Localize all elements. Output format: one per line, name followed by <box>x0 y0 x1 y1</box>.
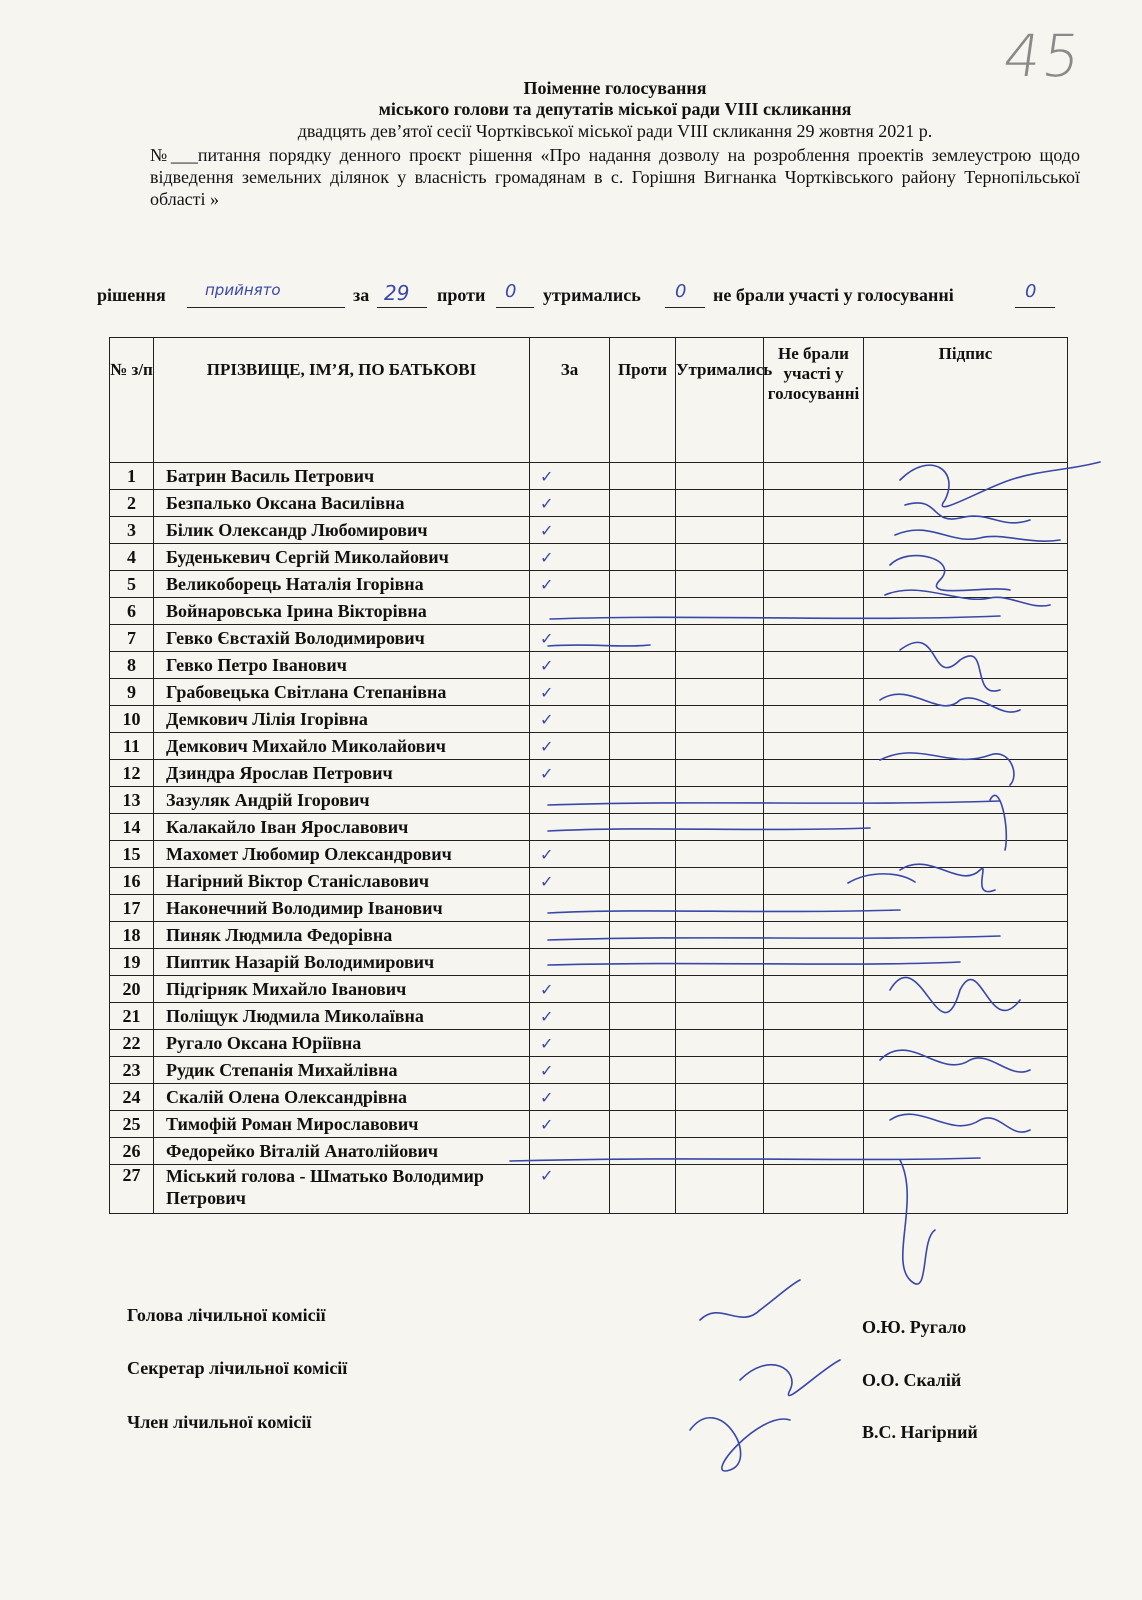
vote-abstained-cell <box>676 571 764 598</box>
vote-for-cell <box>530 544 610 571</box>
vote-not-voted-cell <box>764 625 864 652</box>
row-number: 13 <box>110 787 154 814</box>
vote-for-cell <box>530 490 610 517</box>
signature-cell <box>864 571 1068 598</box>
vote-for-cell <box>530 814 610 841</box>
vote-abstained-cell <box>676 760 764 787</box>
row-number: 23 <box>110 1057 154 1084</box>
vote-for-cell <box>530 787 610 814</box>
vote-against-cell <box>610 544 676 571</box>
vote-for-cell <box>530 1057 610 1084</box>
decision-value: прийнято <box>205 281 281 299</box>
deputy-name: Наконечний Володимир Іванович <box>154 895 530 922</box>
chair-name: О.Ю. Ругало <box>862 1317 967 1337</box>
member-name: В.С. Нагірний <box>862 1422 978 1442</box>
vote-abstained-cell <box>676 598 764 625</box>
vote-abstained-cell <box>676 652 764 679</box>
chair-label: Голова лічильної комісії <box>127 1305 326 1325</box>
check-mark-icon: ✓ <box>540 871 554 891</box>
vote-for-cell <box>530 868 610 895</box>
signature-cell <box>864 490 1068 517</box>
table-row <box>110 1111 1068 1138</box>
vote-not-voted-cell <box>764 544 864 571</box>
vote-for-cell <box>530 733 610 760</box>
check-mark-icon: ✓ <box>540 574 554 594</box>
deputy-name: Скалій Олена Олександрівна <box>154 1084 530 1111</box>
vote-for-cell <box>530 517 610 544</box>
signature-cell <box>864 733 1068 760</box>
table-row <box>110 1057 1068 1084</box>
not-voted-underline <box>1015 307 1055 308</box>
vote-for-cell <box>530 1111 610 1138</box>
table-row <box>110 463 1068 490</box>
vote-against-cell <box>610 841 676 868</box>
vote-against-cell <box>610 895 676 922</box>
row-number: 3 <box>110 517 154 544</box>
row-number: 10 <box>110 706 154 733</box>
signature-cell <box>864 1084 1068 1111</box>
signature-cell <box>864 841 1068 868</box>
vote-abstained-cell <box>676 490 764 517</box>
signature-cell <box>864 1057 1068 1084</box>
vote-for-cell <box>530 1084 610 1111</box>
check-mark-icon: ✓ <box>540 979 554 999</box>
deputy-name: Нагірний Віктор Станіславович <box>154 868 530 895</box>
secretary-name: О.О. Скалій <box>862 1370 962 1390</box>
signature-cell <box>864 463 1068 490</box>
signature-cell <box>864 787 1068 814</box>
commission-signature-1 <box>700 1280 800 1320</box>
table-row <box>110 868 1068 895</box>
decision-label: рішення <box>97 285 166 305</box>
vote-against-cell <box>610 787 676 814</box>
vote-for-cell <box>530 1165 610 1214</box>
vote-against-cell <box>610 652 676 679</box>
vote-not-voted-cell <box>764 652 864 679</box>
vote-not-voted-cell <box>764 949 864 976</box>
table-row <box>110 1003 1068 1030</box>
check-mark-icon: ✓ <box>540 1060 554 1080</box>
vote-abstained-cell <box>676 1057 764 1084</box>
decision-underline <box>187 307 345 308</box>
deputy-name: Рудик Степанія Михайлівна <box>154 1057 530 1084</box>
signature-cell <box>864 814 1068 841</box>
vote-against-cell <box>610 1138 676 1165</box>
table-body <box>110 463 1068 1214</box>
signature-cell <box>864 949 1068 976</box>
row-number: 14 <box>110 814 154 841</box>
row-number: 4 <box>110 544 154 571</box>
vote-not-voted-cell <box>764 1003 864 1030</box>
check-mark-icon: ✓ <box>540 844 554 864</box>
vote-not-voted-cell <box>764 787 864 814</box>
vote-for-cell <box>530 976 610 1003</box>
signature-cell <box>864 976 1068 1003</box>
vote-against-cell <box>610 679 676 706</box>
deputy-name: Поліщук Людмила Миколаївна <box>154 1003 530 1030</box>
header-name: ПРІЗВИЩЕ, ІМ’Я, ПО БАТЬКОВІ <box>154 338 530 463</box>
deputy-name: Ругало Оксана Юріївна <box>154 1030 530 1057</box>
deputy-name: Махомет Любомир Олександрович <box>154 841 530 868</box>
vote-for-cell <box>530 679 610 706</box>
vote-abstained-cell <box>676 868 764 895</box>
vote-abstained-cell <box>676 895 764 922</box>
deputy-name: Войнаровська Ірина Вікторівна <box>154 598 530 625</box>
check-mark-icon: ✓ <box>540 1166 554 1185</box>
vote-not-voted-cell <box>764 490 864 517</box>
signature-cell <box>864 1138 1068 1165</box>
row-number: 5 <box>110 571 154 598</box>
check-mark-icon: ✓ <box>540 547 554 567</box>
row-number: 2 <box>110 490 154 517</box>
table-row <box>110 1084 1068 1111</box>
vote-abstained-cell <box>676 1030 764 1057</box>
deputy-name: Демкович Лілія Ігорівна <box>154 706 530 733</box>
row-number: 26 <box>110 1138 154 1165</box>
deputy-name: Гевко Євстахій Володимирович <box>154 625 530 652</box>
vote-abstained-cell <box>676 841 764 868</box>
roll-call-table <box>109 337 1068 1214</box>
vote-not-voted-cell <box>764 463 864 490</box>
vote-for-cell <box>530 1138 610 1165</box>
signature-cell <box>864 868 1068 895</box>
row-number: 16 <box>110 868 154 895</box>
for-value: 29 <box>384 281 410 305</box>
vote-against-cell <box>610 733 676 760</box>
vote-abstained-cell <box>676 787 764 814</box>
row-number: 25 <box>110 1111 154 1138</box>
against-label: проти <box>437 285 486 305</box>
vote-abstained-cell <box>676 625 764 652</box>
table-row <box>110 841 1068 868</box>
deputy-name: Пиптик Назарій Володимирович <box>154 949 530 976</box>
table-row <box>110 625 1068 652</box>
check-mark-icon: ✓ <box>540 628 554 648</box>
vote-abstained-cell <box>676 463 764 490</box>
for-label: за <box>353 285 370 305</box>
deputy-name: Зазуляк Андрій Ігорович <box>154 787 530 814</box>
document-title: Поіменне голосування <box>523 78 707 98</box>
secretary-label: Секретар лічильної комісії <box>127 1358 348 1378</box>
vote-against-cell <box>610 625 676 652</box>
vote-abstained-cell <box>676 1165 764 1214</box>
vote-abstained-cell <box>676 1138 764 1165</box>
abstained-underline <box>665 307 705 308</box>
document-header <box>150 78 1080 210</box>
check-mark-icon: ✓ <box>540 1114 554 1134</box>
vote-against-cell <box>610 1030 676 1057</box>
row-number: 22 <box>110 1030 154 1057</box>
signature-cell <box>864 1165 1068 1214</box>
header-for: За <box>530 338 610 463</box>
table-row <box>110 490 1068 517</box>
vote-for-cell <box>530 949 610 976</box>
vote-for-cell <box>530 895 610 922</box>
session-line: двадцять дев’ятої сесії Чортківської міської ради VIII скликання 29 жовтня 2021 р. <box>297 121 933 141</box>
vote-for-cell <box>530 760 610 787</box>
deputy-name: Підгірняк Михайло Іванович <box>154 976 530 1003</box>
vote-for-cell <box>530 922 610 949</box>
table-header-row <box>110 338 1068 463</box>
vote-against-cell <box>610 517 676 544</box>
vote-against-cell <box>610 1165 676 1214</box>
vote-for-cell <box>530 652 610 679</box>
vote-not-voted-cell <box>764 976 864 1003</box>
row-number: 7 <box>110 625 154 652</box>
row-number: 27 <box>110 1165 154 1214</box>
signature-cell <box>864 598 1068 625</box>
row-number: 17 <box>110 895 154 922</box>
table-row <box>110 949 1068 976</box>
deputy-name: Федорейко Віталій Анатолійович <box>154 1138 530 1165</box>
row-number: 15 <box>110 841 154 868</box>
header-abstained: Утримались <box>676 338 764 463</box>
signature-cell <box>864 544 1068 571</box>
signature-cell <box>864 706 1068 733</box>
table-row <box>110 733 1068 760</box>
signature-cell <box>864 1111 1068 1138</box>
check-mark-icon: ✓ <box>540 709 554 729</box>
check-mark-icon: ✓ <box>540 655 554 675</box>
vote-abstained-cell <box>676 1084 764 1111</box>
vote-against-cell <box>610 1084 676 1111</box>
vote-against-cell <box>610 463 676 490</box>
check-mark-icon: ✓ <box>540 1033 554 1053</box>
deputy-name: Великоборець Наталія Ігорівна <box>154 571 530 598</box>
table-row <box>110 598 1068 625</box>
row-number: 6 <box>110 598 154 625</box>
vote-abstained-cell <box>676 706 764 733</box>
deputy-name: Калакайло Іван Ярославович <box>154 814 530 841</box>
vote-not-voted-cell <box>764 1138 864 1165</box>
vote-against-cell <box>610 1003 676 1030</box>
vote-abstained-cell <box>676 976 764 1003</box>
against-underline <box>496 307 534 308</box>
check-mark-icon: ✓ <box>540 682 554 702</box>
member-label: Член лічильної комісії <box>127 1412 312 1432</box>
row-number: 24 <box>110 1084 154 1111</box>
vote-for-cell <box>530 841 610 868</box>
for-underline <box>377 307 427 308</box>
row-number: 19 <box>110 949 154 976</box>
deputy-name: Білик Олександр Любомирович <box>154 517 530 544</box>
table-row <box>110 922 1068 949</box>
signature-cell <box>864 1003 1068 1030</box>
table-row <box>110 1138 1068 1165</box>
table-row <box>110 652 1068 679</box>
table-row <box>110 760 1068 787</box>
vote-abstained-cell <box>676 814 764 841</box>
header-signature: Підпис <box>864 338 1068 463</box>
table-row <box>110 1165 1068 1214</box>
abstained-label: утримались <box>543 285 641 305</box>
row-number: 1 <box>110 463 154 490</box>
table-row <box>110 544 1068 571</box>
vote-abstained-cell <box>676 733 764 760</box>
table-row <box>110 814 1068 841</box>
deputy-name: Батрин Василь Петрович <box>154 463 530 490</box>
vote-for-cell <box>530 1003 610 1030</box>
deputy-name: Дзиндра Ярослав Петрович <box>154 760 530 787</box>
vote-not-voted-cell <box>764 814 864 841</box>
vote-against-cell <box>610 1057 676 1084</box>
against-value: 0 <box>505 281 517 302</box>
vote-against-cell <box>610 976 676 1003</box>
abstained-value: 0 <box>675 281 687 302</box>
vote-abstained-cell <box>676 517 764 544</box>
check-mark-icon: ✓ <box>540 1006 554 1026</box>
deputy-name: Гевко Петро Іванович <box>154 652 530 679</box>
vote-against-cell <box>610 1111 676 1138</box>
deputy-name: Буденькевич Сергій Миколайович <box>154 544 530 571</box>
vote-not-voted-cell <box>764 1111 864 1138</box>
header-not-voted: Не брали участі у голосуванні <box>764 338 864 463</box>
deputy-name: Безпалько Оксана Василівна <box>154 490 530 517</box>
table-row <box>110 679 1068 706</box>
vote-against-cell <box>610 922 676 949</box>
row-number: 21 <box>110 1003 154 1030</box>
signature-cell <box>864 922 1068 949</box>
decision-summary <box>97 283 1087 311</box>
signature-cell <box>864 895 1068 922</box>
check-mark-icon: ✓ <box>540 466 554 486</box>
row-number: 18 <box>110 922 154 949</box>
row-number: 20 <box>110 976 154 1003</box>
deputy-name: Грабовецька Світлана Степанівна <box>154 679 530 706</box>
vote-against-cell <box>610 814 676 841</box>
vote-not-voted-cell <box>764 1057 864 1084</box>
deputy-name: Пиняк Людмила Федорівна <box>154 922 530 949</box>
vote-not-voted-cell <box>764 598 864 625</box>
row-number: 12 <box>110 760 154 787</box>
table-row <box>110 517 1068 544</box>
vote-not-voted-cell <box>764 517 864 544</box>
vote-abstained-cell <box>676 949 764 976</box>
deputy-name: Тимофій Роман Мирославович <box>154 1111 530 1138</box>
table-row <box>110 895 1068 922</box>
vote-against-cell <box>610 868 676 895</box>
vote-against-cell <box>610 571 676 598</box>
agenda-question: №___питання порядку денного проєкт рішення «Про надання дозволу на розроблення проектів землеустрою щодо відведення земельних ділянок у власність громадянам в с. Горішня Вигнанка Чортківського району Тернопільської області » <box>150 145 1080 209</box>
signature-cell <box>864 517 1068 544</box>
not-voted-value: 0 <box>1025 281 1037 302</box>
vote-abstained-cell <box>676 679 764 706</box>
vote-for-cell <box>530 625 610 652</box>
vote-for-cell <box>530 706 610 733</box>
row-number: 8 <box>110 652 154 679</box>
table-row <box>110 787 1068 814</box>
table-row <box>110 571 1068 598</box>
vote-against-cell <box>610 490 676 517</box>
vote-against-cell <box>610 598 676 625</box>
vote-not-voted-cell <box>764 868 864 895</box>
vote-not-voted-cell <box>764 571 864 598</box>
signature-cell <box>864 679 1068 706</box>
check-mark-icon: ✓ <box>540 1087 554 1107</box>
signature-cell <box>864 760 1068 787</box>
check-mark-icon: ✓ <box>540 736 554 756</box>
vote-not-voted-cell <box>764 1165 864 1214</box>
table-row <box>110 706 1068 733</box>
vote-against-cell <box>610 706 676 733</box>
vote-not-voted-cell <box>764 706 864 733</box>
commission-signature-3 <box>690 1418 790 1471</box>
vote-for-cell <box>530 598 610 625</box>
check-mark-icon: ✓ <box>540 493 554 513</box>
vote-not-voted-cell <box>764 922 864 949</box>
vote-not-voted-cell <box>764 1084 864 1111</box>
commission-signature-2 <box>740 1360 840 1396</box>
vote-against-cell <box>610 949 676 976</box>
header-num: № з/п <box>110 338 154 463</box>
vote-not-voted-cell <box>764 679 864 706</box>
deputy-name: Демкович Михайло Миколайович <box>154 733 530 760</box>
vote-against-cell <box>610 760 676 787</box>
vote-not-voted-cell <box>764 841 864 868</box>
vote-for-cell <box>530 571 610 598</box>
vote-not-voted-cell <box>764 1030 864 1057</box>
vote-for-cell <box>530 463 610 490</box>
document-subtitle: міського голови та депутатів міської ради VIII скликання <box>378 99 852 119</box>
row-number: 11 <box>110 733 154 760</box>
vote-for-cell <box>530 1030 610 1057</box>
signature-cell <box>864 1030 1068 1057</box>
deputy-name: Міський голова - Шматько Володимир Петрович <box>154 1165 530 1214</box>
check-mark-icon: ✓ <box>540 763 554 783</box>
table-row <box>110 976 1068 1003</box>
row-number: 9 <box>110 679 154 706</box>
vote-abstained-cell <box>676 1111 764 1138</box>
vote-abstained-cell <box>676 922 764 949</box>
header-against: Проти <box>610 338 676 463</box>
vote-not-voted-cell <box>764 760 864 787</box>
vote-abstained-cell <box>676 544 764 571</box>
check-mark-icon: ✓ <box>540 520 554 540</box>
signature-cell <box>864 625 1068 652</box>
signature-cell <box>864 652 1068 679</box>
vote-not-voted-cell <box>764 733 864 760</box>
vote-not-voted-cell <box>764 895 864 922</box>
table-row <box>110 1030 1068 1057</box>
page-number: 45 <box>999 22 1087 90</box>
vote-abstained-cell <box>676 1003 764 1030</box>
not-voted-label: не брали участі у голосуванні <box>713 285 954 305</box>
